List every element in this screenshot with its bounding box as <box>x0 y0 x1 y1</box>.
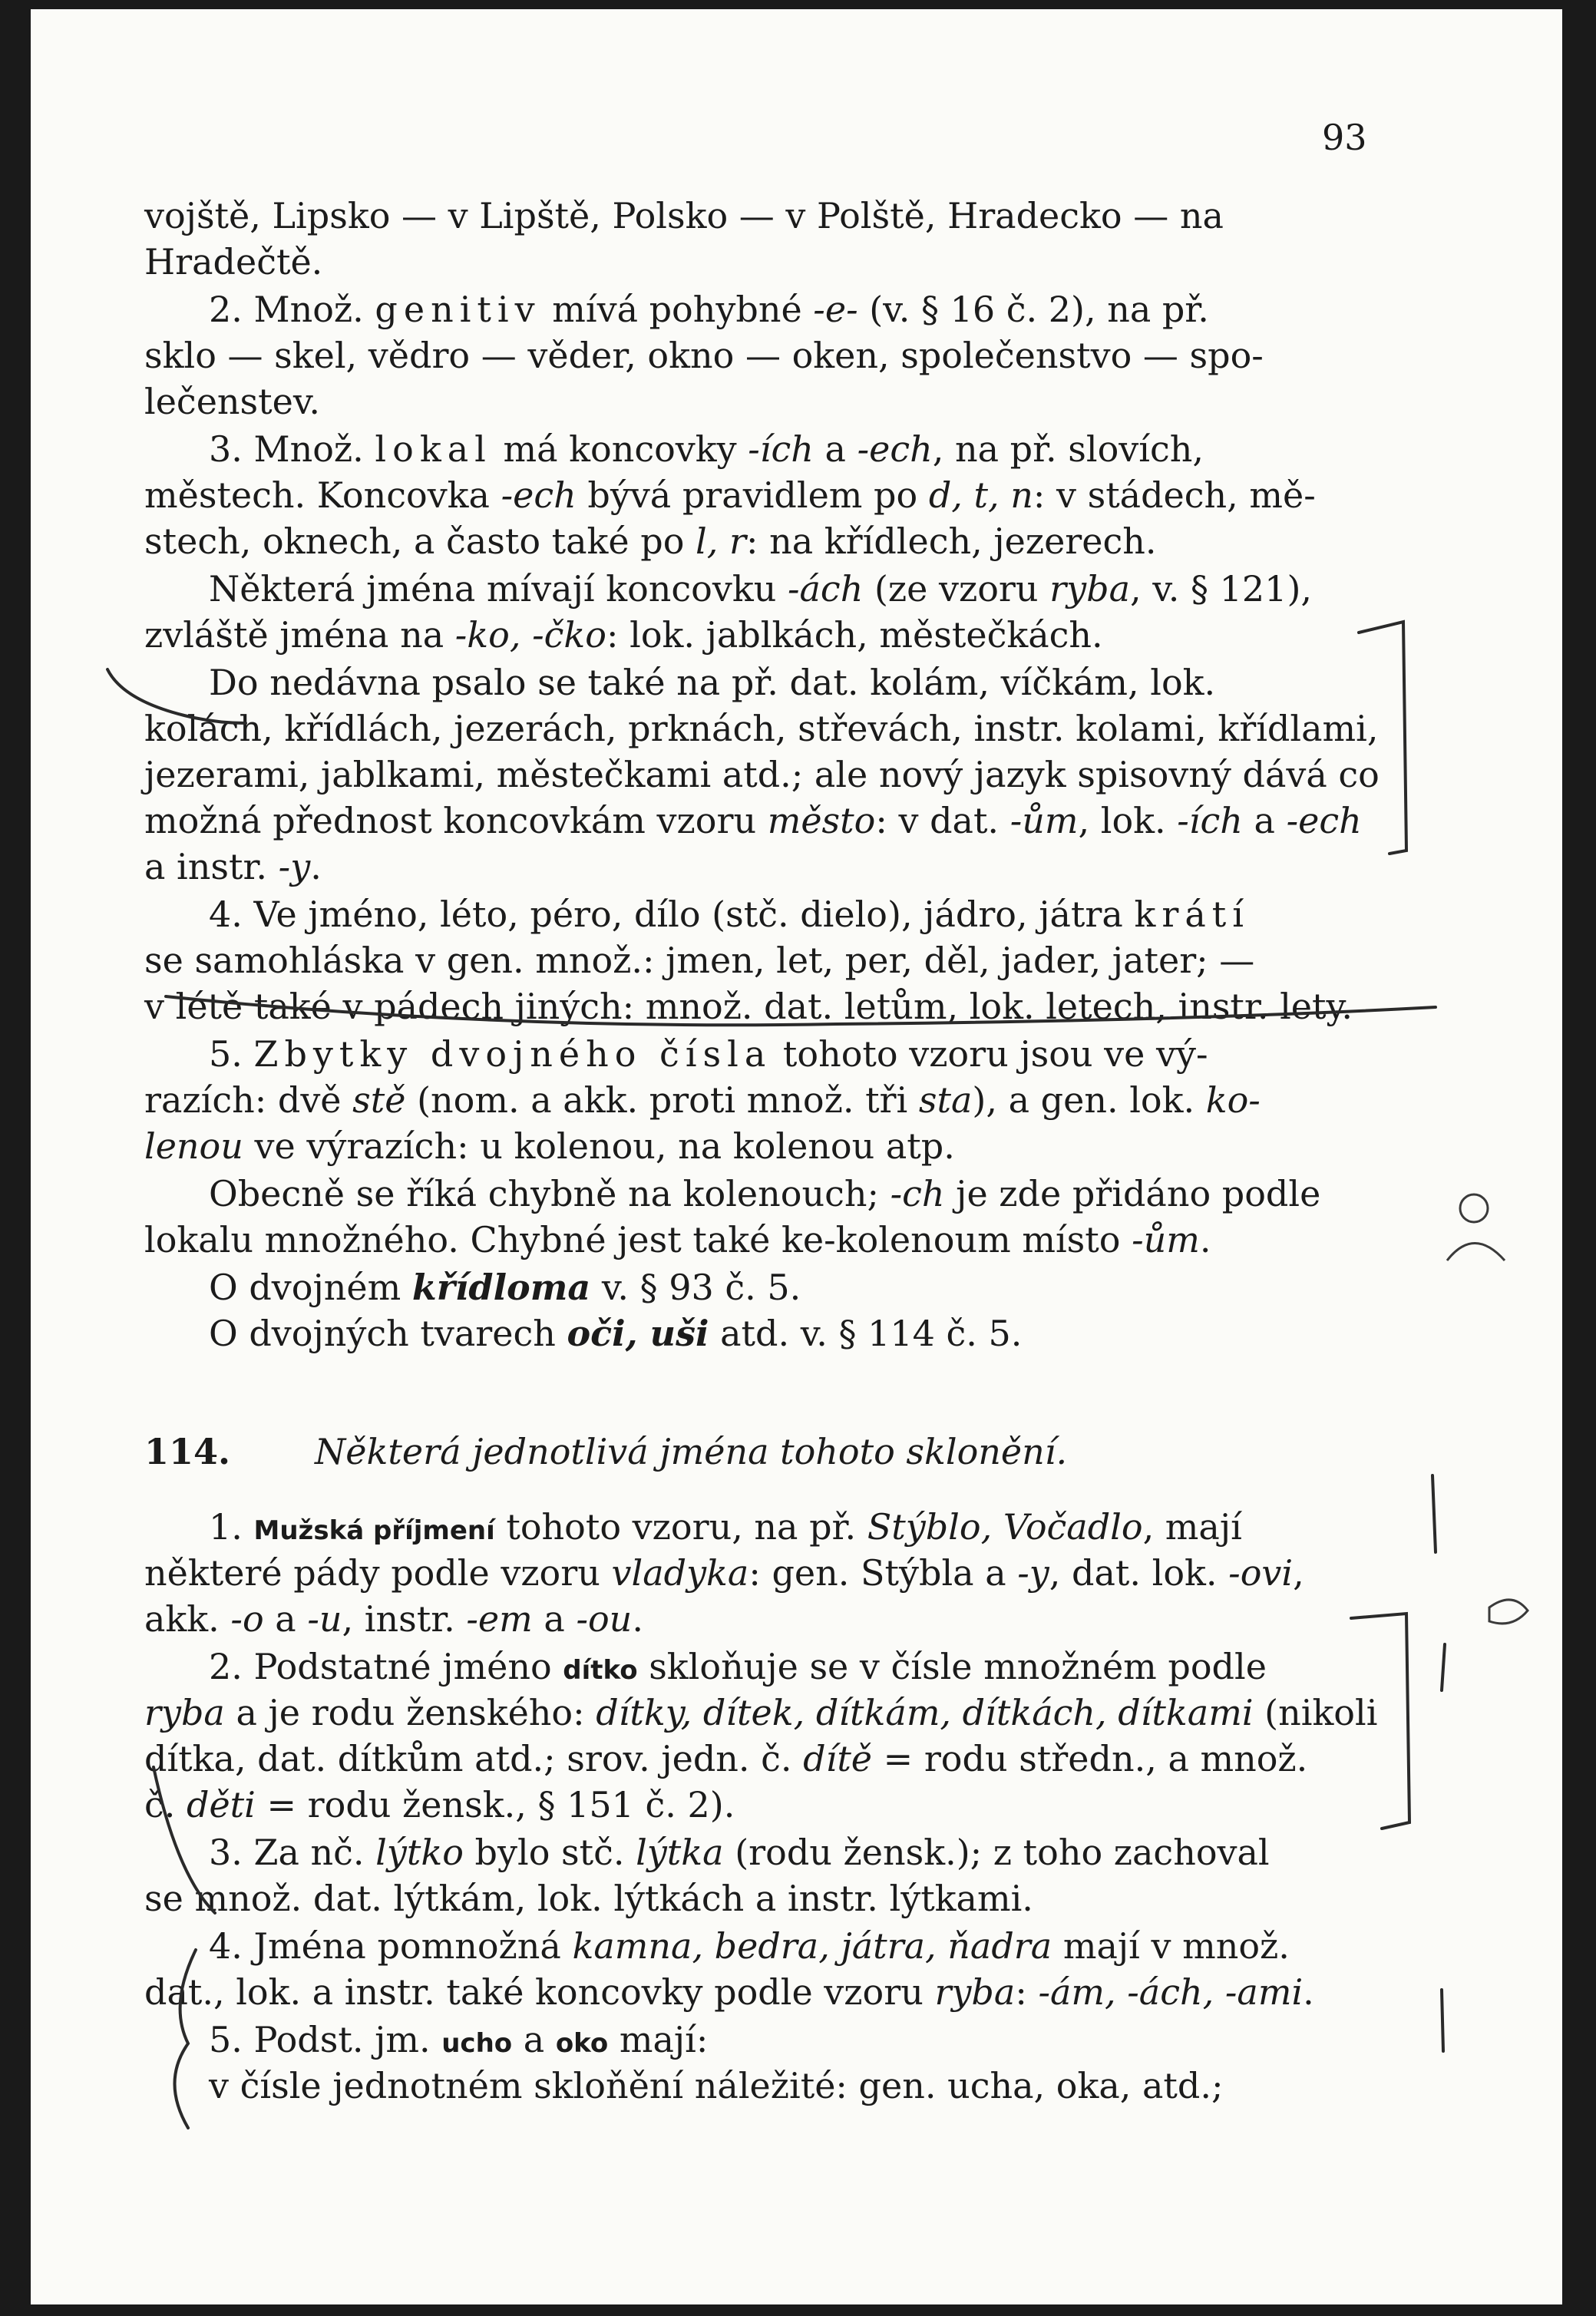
margin-sketch-head <box>1460 1194 1488 1222</box>
text-line-23: lokalu množného. Chybné jest také ke-kolenoum místo -ům. <box>144 1219 1211 1260</box>
section-number: 114. <box>144 1431 231 1472</box>
text-line-20: razích: dvě stě (nom. a akk. proti množ. tři sta), a gen. lok. ko- <box>144 1079 1261 1121</box>
text-line-1: vojště, Lipsko — v Lipště, Polsko — v Polště, Hradecko — na <box>144 195 1224 236</box>
text-line-35: 4. Jména pomnožná kamna, bedra, játra, ňadra mají v množ. <box>209 1925 1290 1967</box>
text-line-29: 2. Podstatné jméno dítko skloňuje se v čísle množném podle <box>209 1646 1267 1687</box>
margin-stroke-1 <box>1432 1475 1436 1552</box>
margin-curve-3 <box>154 1767 215 1913</box>
text-line-32: č. děti = rodu žensk., § 151 č. 2). <box>144 1784 735 1825</box>
text-line-30: ryba a je rodu ženského: dítky, dítek, dítkám, dítkách, dítkami (nikoli <box>144 1692 1378 1733</box>
text-line-28: akk. -o a -u, instr. -em a -ou. <box>144 1598 643 1640</box>
text-line-2: Hradečtě. <box>144 241 323 282</box>
margin-sketch-body <box>1447 1244 1505 1261</box>
margin-stroke-3 <box>1442 1990 1443 2051</box>
book-page <box>31 9 1562 2304</box>
text-line-4: sklo — skel, vědro — věder, okno — oken, společenstvo — spo- <box>144 335 1264 376</box>
text-line-17: se samohláska v gen. množ.: jmen, let, per, děl, jader, jater; — <box>144 940 1255 981</box>
text-line-19: 5. Zbytky dvojného čísla tohoto vzoru jsou ve vý- <box>209 1033 1208 1075</box>
text-line-38: v čísle jednotném skloňění náležité: gen. ucha, oka, atd.; <box>209 2065 1224 2106</box>
text-line-37: 5. Podst. jm. ucho a oko mají: <box>209 2019 709 2060</box>
text-line-6: 3. Množ. lokal má koncovky -ích a -ech, na př. slovích, <box>209 428 1204 470</box>
margin-curve-2 <box>166 996 1436 1025</box>
text-line-16: 4. Ve jméno, léto, péro, dílo (stč. dielo), jádro, játra krátí <box>209 894 1250 935</box>
text-line-9: Některá jména mívají koncovku -ách (ze vzoru ryba, v. § 121), <box>209 568 1313 610</box>
text-line-8: stech, oknech, a často také po l, r: na křídlech, jezerech. <box>144 520 1157 562</box>
text-line-27: některé pády podle vzoru vladyka: gen. Stýbla a -y, dat. lok. -ovi, <box>144 1552 1304 1594</box>
margin-sketch-blob <box>1489 1600 1528 1624</box>
margin-curve-4 <box>175 1950 197 2128</box>
text-line-13: jezerami, jablkami, městečkami atd.; ale nový jazyk spisovný dává co <box>144 754 1380 795</box>
text-line-21: lenou ve výrazích: u kolenou, na kolenou atp. <box>144 1125 955 1167</box>
text-line-5: lečenstev. <box>144 381 321 422</box>
margin-bracket-2 <box>1351 1614 1409 1829</box>
section-title: Některá jednotlivá jména tohoto sklonění. <box>315 1431 1068 1472</box>
text-line-3: 2. Množ. genitiv mívá pohybné -e- (v. § 16 č. 2), na př. <box>209 289 1209 330</box>
text-line-12: kolách, křídlách, jezerách, prknách, střevách, instr. kolami, křídlami, <box>144 708 1379 749</box>
margin-curve-1 <box>107 669 246 723</box>
text-line-25: O dvojných tvarech oči, uši atd. v. § 114 č. 5. <box>209 1313 1023 1354</box>
margin-bracket-1 <box>1359 622 1406 854</box>
margin-stroke-2 <box>1442 1644 1445 1690</box>
text-line-15: a instr. -y. <box>144 846 322 887</box>
text-line-11: Do nedávna psalo se také na př. dat. kolám, víčkám, lok. <box>209 662 1216 703</box>
text-line-26: 1. Mužská příjmení tohoto vzoru, na př. Stýblo, Vočadlo, mají <box>209 1506 1242 1548</box>
text-line-22: Obecně se říká chybně na kolenouch; -ch je zde přidáno podle <box>209 1173 1321 1214</box>
text-line-34: se množ. dat. lýtkám, lok. lýtkách a instr. lýtkami. <box>144 1878 1033 1919</box>
text-line-33: 3. Za nč. lýtko bylo stč. lýtka (rodu žensk.); z toho zachoval <box>209 1832 1270 1873</box>
text-line-18: v létě také v pádech jiných: množ. dat. letům, lok. letech, instr. lety. <box>144 986 1353 1027</box>
text-line-24: O dvojném křídloma v. § 93 č. 5. <box>209 1267 801 1308</box>
text-line-7: městech. Koncovka -ech bývá pravidlem po d, t, n: v stádech, mě- <box>144 474 1316 516</box>
text-line-36: dat., lok. a instr. také koncovky podle vzoru ryba: -ám, -ách, -ami. <box>144 1971 1314 2013</box>
text-line-14: možná přednost koncovkám vzoru město: v dat. -ům, lok. -ích a -ech <box>144 800 1362 841</box>
text-line-10: zvláště jména na -ko, -čko: lok. jablkách, městečkách. <box>144 614 1103 656</box>
pencil-annotations <box>31 9 1562 2304</box>
page-number: 93 <box>1322 117 1367 158</box>
text-line-31: dítka, dat. dítkům atd.; srov. jedn. č. dítě = rodu středn., a množ. <box>144 1738 1308 1779</box>
